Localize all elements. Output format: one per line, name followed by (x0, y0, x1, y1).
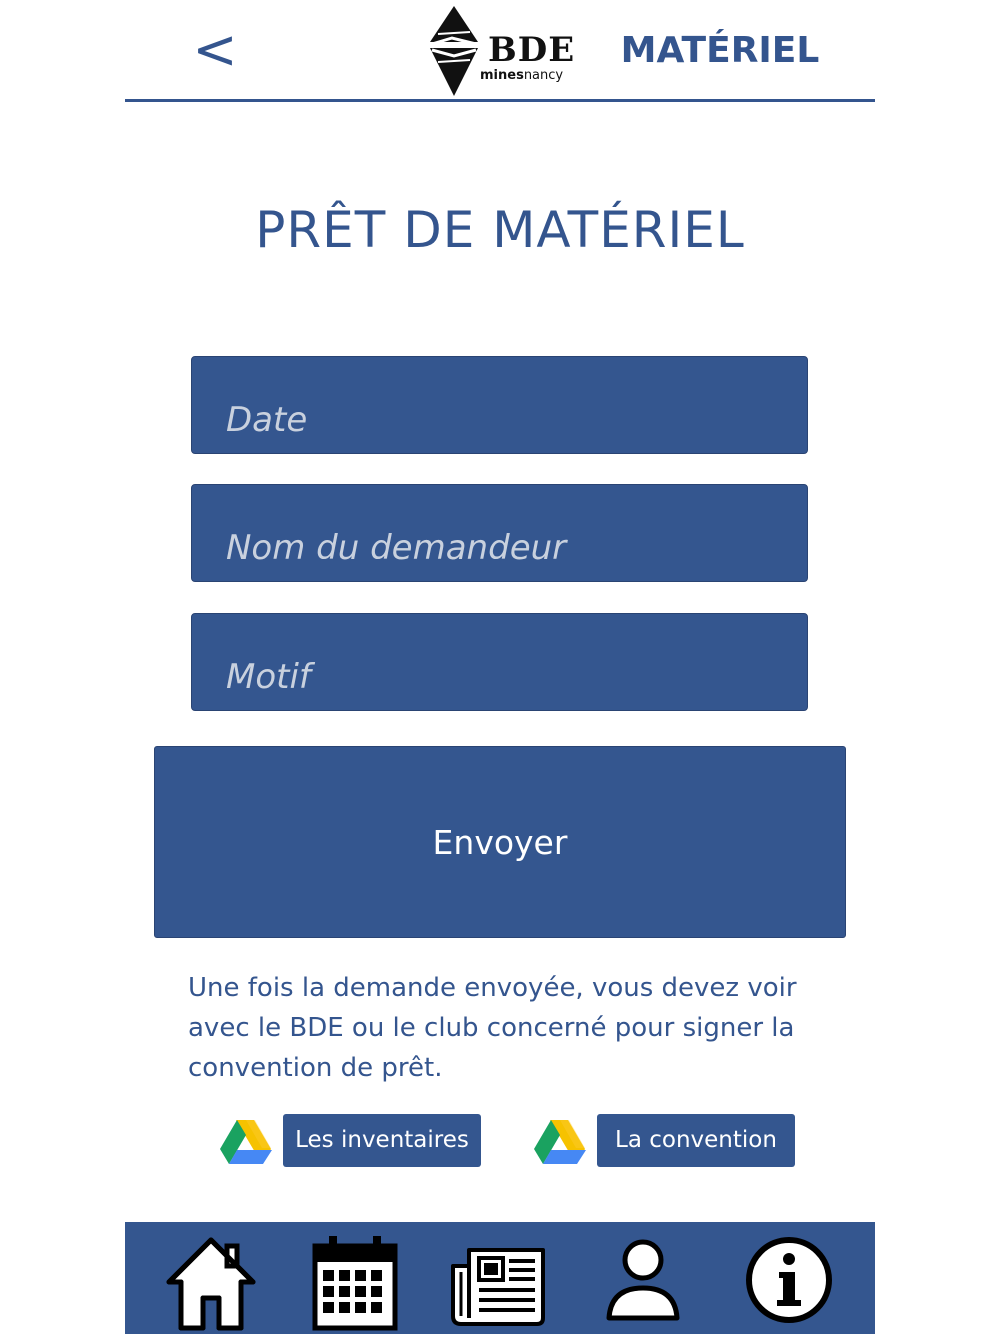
nav-info[interactable] (739, 1232, 839, 1332)
newspaper-icon (449, 1232, 549, 1332)
requester-name-field[interactable] (191, 484, 808, 582)
info-text: Une fois la demande envoyée, vous devez voir avec le BDE ou le club concerné pour signer la convention de prêt. (188, 973, 797, 1083)
send-button[interactable]: Envoyer (154, 746, 846, 938)
calendar-icon (305, 1232, 405, 1332)
inventories-link-button[interactable]: Les inventaires (283, 1114, 481, 1167)
logo-subtext (480, 68, 563, 84)
requester-name-input[interactable] (192, 485, 807, 581)
bde-logo (424, 4, 584, 98)
page-title: PRÊT DE MATÉRIEL (255, 201, 745, 259)
logo-subtext-bold: mines (480, 68, 524, 83)
home-icon (161, 1232, 261, 1332)
google-drive-icon[interactable] (534, 1118, 586, 1164)
date-field[interactable] (191, 356, 808, 454)
back-button[interactable]: < (192, 18, 238, 81)
header-title: MATÉRIEL (620, 30, 820, 71)
date-input[interactable] (192, 357, 807, 453)
reason-field[interactable] (191, 613, 808, 711)
info-icon (739, 1232, 839, 1332)
convention-link-button[interactable]: La convention (597, 1114, 795, 1167)
bottom-navigation (125, 1222, 875, 1334)
nav-calendar[interactable] (305, 1232, 405, 1332)
logo-text: BDE (488, 30, 576, 70)
bde-logo-mark (424, 4, 484, 98)
logo-subtext-rest: nancy (523, 68, 564, 83)
header-divider (125, 99, 875, 102)
nav-news[interactable] (449, 1232, 549, 1332)
google-drive-icon[interactable] (220, 1118, 272, 1164)
reason-input[interactable] (192, 614, 807, 710)
nav-profile[interactable] (593, 1232, 693, 1332)
user-icon (593, 1232, 693, 1332)
nav-home[interactable] (161, 1232, 261, 1332)
